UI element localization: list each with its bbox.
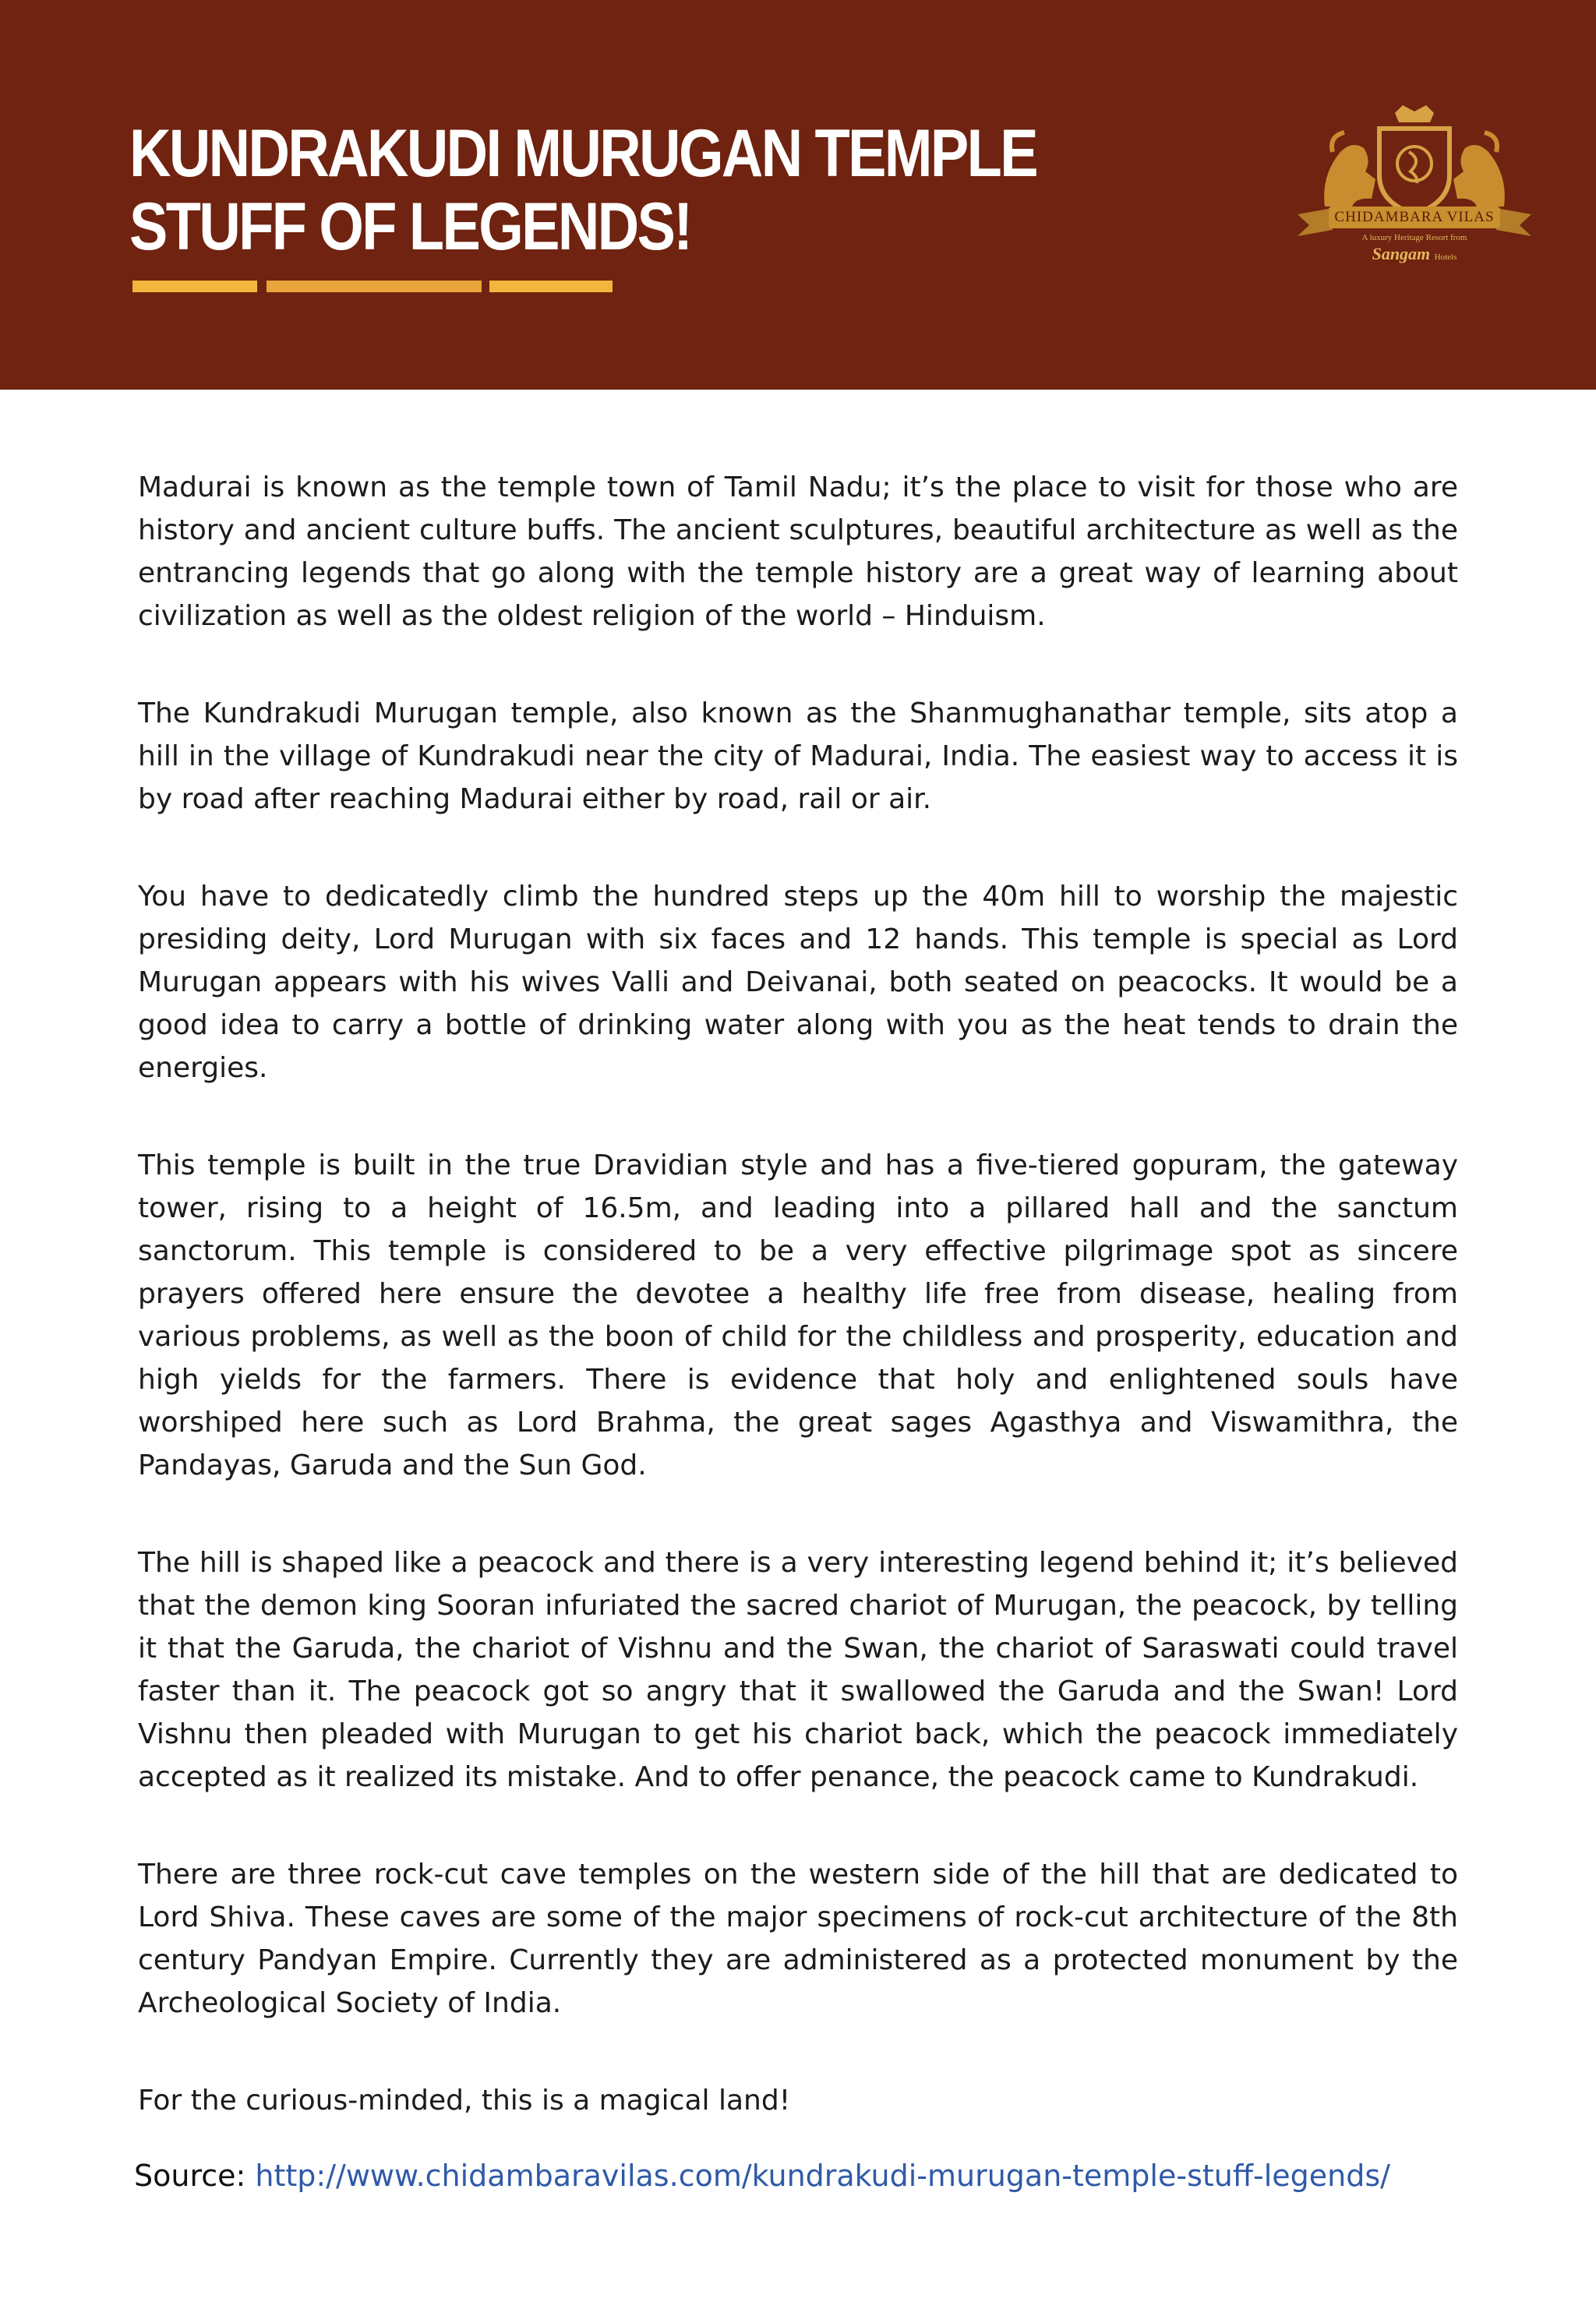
logo-brand-sub: Hotels [1434,252,1457,262]
header-banner [0,0,1596,390]
source-line [134,2159,1390,2193]
paragraph: This temple is built in the true Dravidian style and has a five-tiered gopuram, the gateway tower, rising to a height of 16.5m, and leading into a pillared hall and the sanctum sanctorum. This temple is considered to be a very effective pilgrimage spot as sincere prayers offered here ensure the devotee a healthy life free from disease, healing from various problems, as well as the boon of child for the childless and prosperity, education and high yields for the farmers. There is evidence that holy and enlightened souls have worshiped here such as Lord Brahma, the great sages Agasthya and Viswamithra, the Pandayas, Garuda and the Sun God. [138,1149,1458,1481]
title-underline-left [132,281,257,292]
paragraph: The Kundrakudi Murugan temple, also known as the Shanmughanathar temple, sits atop a hill in the village of Kundrakudi near the city of Madurai, India. The easiest way to access it is by road after reaching Madurai either by road, rail or air. [138,697,1458,815]
article-body [138,466,1458,2159]
title-line-2: STUFF OF LEGENDS! [129,189,691,264]
chidambara-vilas-logo [1278,105,1551,292]
title-underline-middle [267,281,482,292]
paragraph: Madurai is known as the temple town of Tamil Nadu; it’s the place to visit for those who are history and ancient culture buffs. The ancient sculptures, beautiful architecture as well as the entrancing legends that go along with the temple history are a great way of learning about civilization as well as the oldest religion of the world – Hinduism. [138,471,1458,632]
page-title [129,117,1036,263]
logo-brand-name: Sangam [1372,244,1431,263]
logo-tagline: A luxury Heritage Resort from [1361,233,1467,242]
source-link[interactable]: http://www.chidambaravilas.com/kundrakudi-murugan-temple-stuff-legends/ [255,2159,1390,2193]
closing-paragraph: For the curious-minded, this is a magical land! [138,2085,791,2117]
logo-name: CHIDAMBARA VILAS [1329,207,1500,228]
logo-brand [1340,244,1488,264]
paragraph: The hill is shaped like a peacock and there is a very interesting legend behind it; it’s believed that the demon king Sooran infuriated the sacred chariot of Murugan, the peacock, by telling it that the Garuda, the chariot of Vishnu and the Swan, the chariot of Saraswati could travel faster than it. The peacock got so angry that it swallowed the Garuda and the Swan! Lord Vishnu then pleaded with Murugan to get his chariot back, which the peacock immediately accepted as it realized its mistake. And to offer penance, the peacock came to Kundrakudi. [138,1547,1458,1793]
title-underline-right [489,281,613,292]
source-label: Source: [134,2159,256,2193]
paragraph: There are three rock-cut cave temples on the western side of the hill that are dedicated to Lord Shiva. These caves are some of the major specimens of rock-cut architecture of the 8th century Pandyan Empire. Currently they are administered as a protected monument by the Archeological Society of India. [138,1859,1458,2019]
paragraph: You have to dedicatedly climb the hundred steps up the 40m hill to worship the majestic presiding deity, Lord Murugan with six faces and 12 hands. This temple is special as Lord Murugan appears with his wives Valli and Deivanai, both seated on peacocks. It would be a good idea to carry a bottle of drinking water along with you as the heat tends to drain the energies. [138,881,1458,1084]
crest-icon [1278,105,1551,292]
title-line-1: KUNDRAKUDI MURUGAN TEMPLE [129,116,1037,191]
